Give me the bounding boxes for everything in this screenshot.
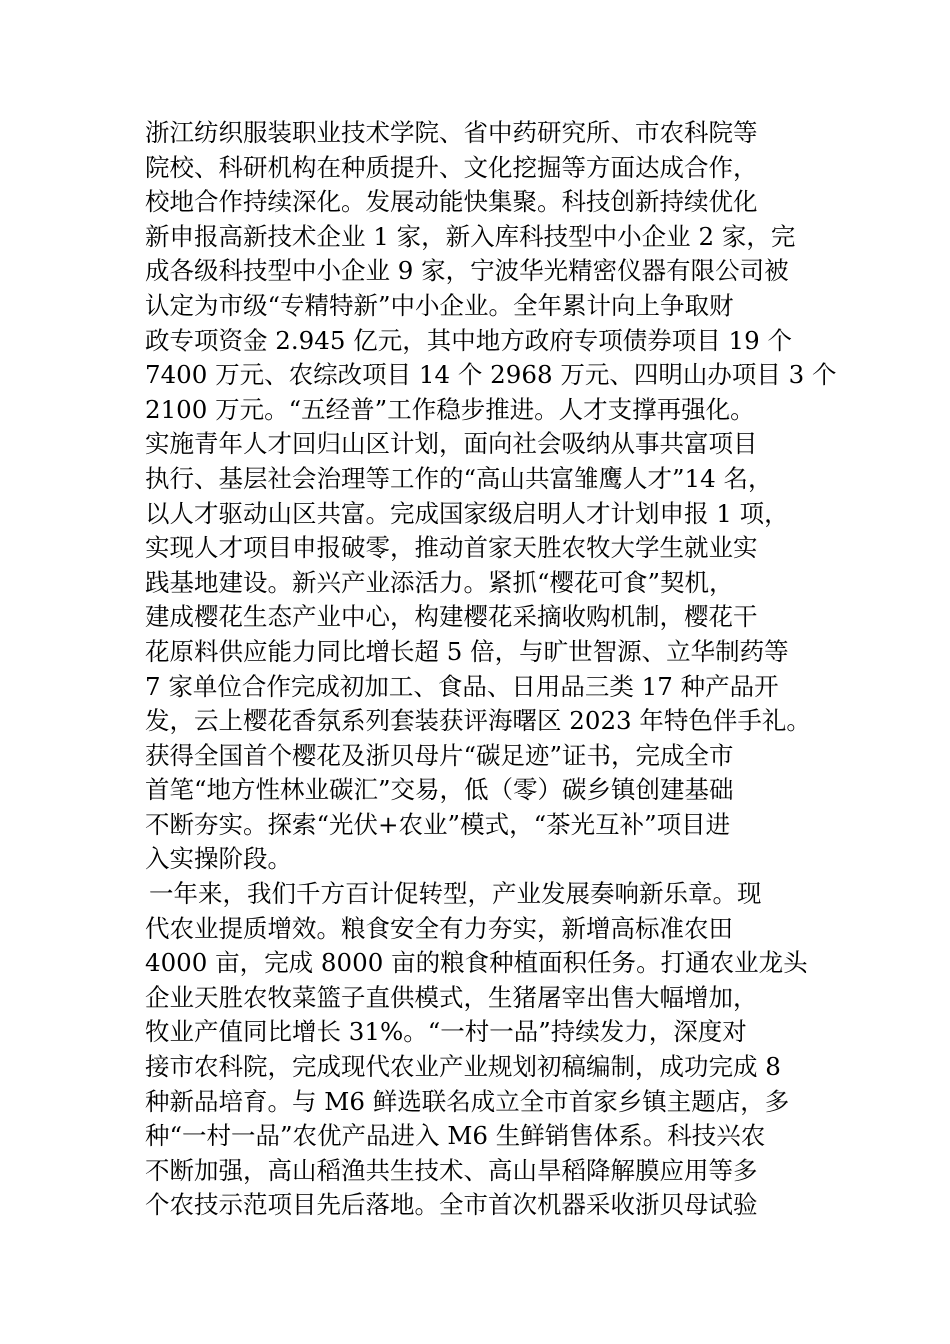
text-line: 获得全国首个樱花及浙贝母片“碳足迹”证书，完成全市 xyxy=(145,740,734,770)
text-line: 种“一村一品”农优产品进入 M6 生鲜销售体系。科技兴农 xyxy=(145,1121,766,1151)
text-line: 代农业提质增效。粮食安全有力夯实，新增高标准农田 xyxy=(145,913,733,943)
body-text xyxy=(145,116,837,1223)
text-line: 新申报高新技术企业 1 家，新入库科技型中小企业 2 家，完 xyxy=(145,221,796,251)
text-line: 入实操阶段。 xyxy=(145,844,292,874)
text-line: 发，云上樱花香氛系列套装获评海曙区 2023 年特色伴手礼。 xyxy=(145,706,811,736)
text-line: 7400 万元、农综改项目 14 个 2968 万元、四明山办项目 3 个 xyxy=(145,360,837,390)
text-line: 牧业产值同比增长 31%。“一村一品”持续发力，深度对 xyxy=(145,1017,747,1047)
text-line: 不断夯实。探索“光伏+农业”模式，“茶光互补”项目进 xyxy=(145,809,731,839)
text-line: 院校、科研机构在种质提升、文化挖掘等方面达成合作， xyxy=(145,152,758,182)
text-line: 浙江纺织服装职业技术学院、省中药研究所、市农科院等 xyxy=(145,118,758,147)
text-line: 实施青年人才回归山区计划，面向社会吸纳从事共富项目 xyxy=(145,429,758,459)
text-line: 执行、基层社会治理等工作的“高山共富雏鹰人才”14 名， xyxy=(145,463,773,493)
text-line: 校地合作持续深化。发展动能快集聚。科技创新持续优化 xyxy=(145,187,758,217)
text-line: 以人才驱动山区共富。完成国家级启明人才计划申报 1 项， xyxy=(145,498,789,528)
text-line: 4000 亩，完成 8000 亩的粮食种植面积任务。打通农业龙头 xyxy=(145,948,808,978)
text-line: 不断加强，高山稻渔共生技术、高山旱稻降解膜应用等多 xyxy=(145,1155,758,1185)
text-line: 7 家单位合作完成初加工、食品、日用品三类 17 种产品开 xyxy=(145,671,779,701)
text-line: 政专项资金 2.945 亿元，其中地方政府专项债券项目 19 个 xyxy=(145,325,792,355)
text-line: 建成樱花生态产业中心，构建樱花采摘收购机制，樱花干 xyxy=(145,602,758,632)
text-line: 花原料供应能力同比增长超 5 倍，与旷世智源、立华制药等 xyxy=(145,636,789,666)
text-line: 实现人才项目申报破零，推动首家天胜农牧大学生就业实 xyxy=(145,533,758,563)
paragraph-start-line: 一年来，我们千方百计促转型，产业发展奏响新乐章。现 xyxy=(149,879,762,909)
text-line: 企业天胜农牧菜篮子直供模式，生猪屠宰出售大幅增加， xyxy=(145,982,758,1012)
text-line: 接市农科院，完成现代农业产业规划初稿编制，成功完成 8 xyxy=(145,1052,781,1082)
text-line: 2100 万元。“五经普”工作稳步推进。人才支撑再强化。 xyxy=(145,394,755,424)
text-line: 认定为市级“专精特新”中小企业。全年累计向上争取财 xyxy=(145,290,734,320)
text-line: 种新品培育。与 M6 鲜选联名成立全市首家乡镇主题店，多 xyxy=(145,1086,790,1116)
text-line: 个农技示范项目先后落地。全市首次机器采收浙贝母试验 xyxy=(145,1190,758,1220)
text-line: 成各级科技型中小企业 9 家，宁波华光精密仪器有限公司被 xyxy=(145,256,789,286)
text-line: 首笔“地方性林业碳汇”交易，低（零）碳乡镇创建基础 xyxy=(145,775,734,805)
text-line: 践基地建设。新兴产业添活力。紧抓“樱花可食”契机， xyxy=(145,567,734,597)
